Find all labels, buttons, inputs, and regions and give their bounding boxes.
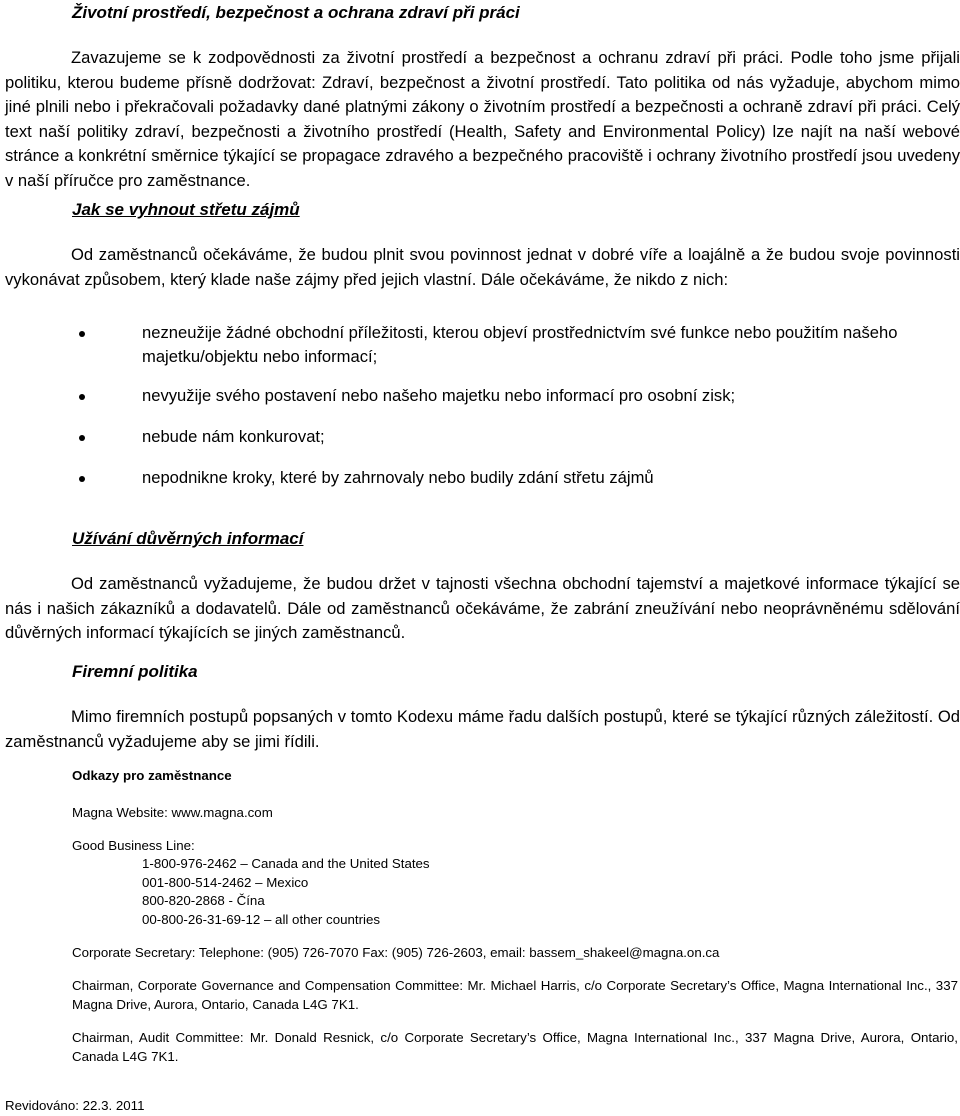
phone-number: 001-800-514-2462 – Mexico (142, 874, 309, 890)
paragraph-conflict-of-interest: Od zaměstnanců očekáváme, že budou plnit svou povinnost jednat v dobré víře a loajálně a že budou svoje povinnosti vykonávat způsobem, který klade naše zájmy před jejich vlastní. Dále očekáváme, že nikdo z nich: (5, 245, 960, 289)
bullet-icon (79, 435, 85, 441)
list-item (76, 466, 960, 490)
good-business-line-label: Good Business Line: (72, 838, 195, 853)
governance-committee-chair: Chairman, Corporate Governance and Compensation Committee: Mr. Michael Harris, c/o Corporate Secretary’s Office, Magna International Inc., 337 Magna Drive, Aurora, Ontario, Canada L4G 7K1. (72, 978, 958, 1012)
list-item (76, 321, 960, 384)
phone-list (142, 855, 430, 929)
phone-number: 00-800-26-31-69-12 – all other countries (142, 911, 381, 927)
list-item-text: nepodnikne kroky, které by zahrnovaly nebo budily zdání střetu zájmů (142, 468, 654, 487)
phone-number: 1-800-976-2462 – Canada and the United States (142, 856, 430, 871)
heading-conflict-of-interest (72, 200, 300, 220)
heading-confidential-information (72, 529, 303, 549)
heading-confidential-information-text: Užívání důvěrných informací (72, 529, 304, 548)
magna-website: Magna Website: www.magna.com (72, 805, 273, 820)
paragraph-confidential-information: Od zaměstnanců vyžadujeme, že budou držet v tajnosti všechna obchodní tajemství a majetkové informace týkající se nás i našich zákazníků a dodavatelů. Dále od zaměstnanců očekáváme, že zabrání zneužívání nebo neoprávněnému sdělování důvěrných informací týkajících se jiných zaměstnanců. (5, 574, 960, 642)
list-item-text: nebude nám konkurovat; (142, 427, 325, 446)
conflict-bullet-list (76, 321, 960, 490)
heading-environment: Životní prostředí, bezpečnost a ochrana zdraví při práci (72, 3, 520, 22)
audit-committee-chair: Chairman, Audit Committee: Mr. Donald Resnick, c/o Corporate Secretary’s Office, Magna International Inc., 337 Magna Drive, Aurora, Ontario, Canada L4G 7K1. (72, 1030, 958, 1064)
heading-conflict-of-interest-text: Jak se vyhnout střetu zájmů (72, 200, 300, 219)
list-item (76, 384, 960, 425)
bullet-icon (79, 476, 85, 482)
corporate-secretary-contact: Corporate Secretary: Telephone: (905) 726-7070 Fax: (905) 726-2603, email: bassem_shakeel@magna.on.ca (72, 945, 720, 960)
bullet-icon (79, 331, 85, 337)
list-item-text: nezneužije žádné obchodní příležitosti, kterou objeví prostřednictvím své funkce nebo použitím našeho majetku/objektu nebo informací; (142, 323, 898, 366)
revision-date: Revidováno: 22.3. 2011 (5, 1098, 145, 1113)
paragraph-company-policies: Mimo firemních postupů popsaných v tomto Kodexu máme řadu dalších postupů, které se týkající různých záležitostí. Od zaměstnanců vyžadujeme aby se jimi řídili. (5, 707, 960, 751)
bullet-icon (79, 394, 85, 400)
references-heading: Odkazy pro zaměstnance (72, 768, 232, 783)
heading-company-policies: Firemní politika (72, 662, 198, 681)
list-item (76, 425, 960, 466)
phone-number: 800-820-2868 - Čína (142, 893, 265, 908)
paragraph-environment: Zavazujeme se k zodpovědnosti za životní prostředí a bezpečnost a ochranu zdraví při práci. Podle toho jsme přijali politiku, kterou budeme přísně dodržovat: Zdraví, bezpečnost a životní prostředí. Tato politika od nás vyžaduje, abychom mimo jiné plnili nebo i překračovali požadavky dané platnými zákony o životním prostředí a bezpečnosti a ochraně zdraví při práci. Celý text naší politiky zdraví, bezpečnosti a životního prostředí (Health, Safety and Environmental Policy) lze najít na naší webové stránce a konkrétní směrnice týkající se propagace zdravého a bezpečného pracoviště i ochrany životního prostředí jsou uvedeny v naší příručce pro zaměstnance. (5, 48, 960, 190)
list-item-text: nevyužije svého postavení nebo našeho majetku nebo informací pro osobní zisk; (142, 386, 736, 405)
